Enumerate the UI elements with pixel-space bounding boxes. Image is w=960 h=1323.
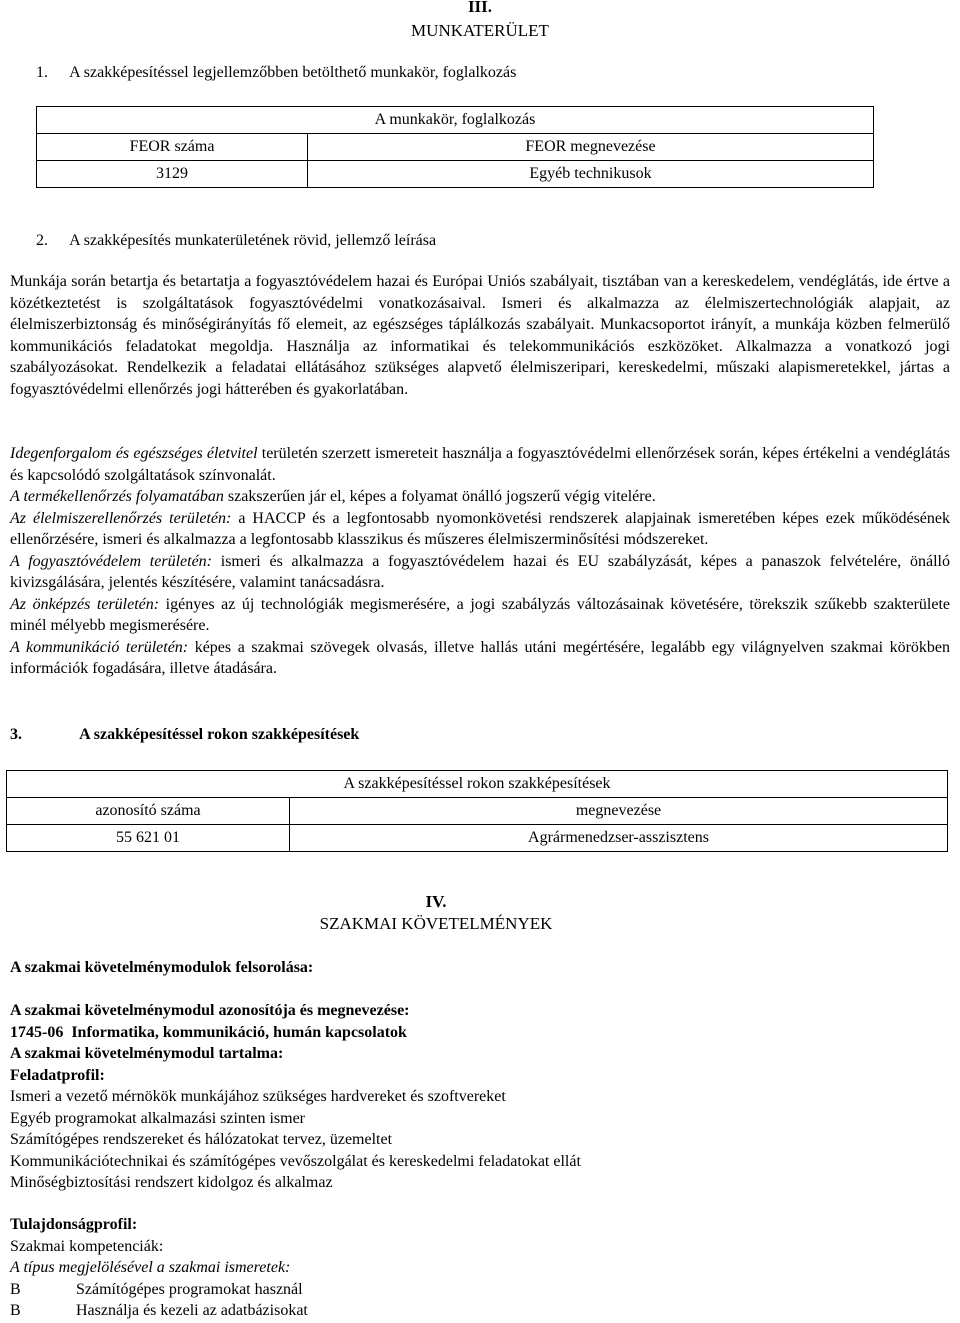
section-2-number: 2. — [36, 232, 48, 249]
list-item: Egyéb programokat alkalmazási szinten ismer — [10, 1109, 306, 1127]
chapter-4-heading — [10, 891, 862, 934]
list-item — [10, 594, 950, 637]
competences-label: Szakmai kompetenciák: — [10, 1237, 164, 1255]
occupation-feor-name: Egyéb technikusok — [308, 161, 874, 188]
module-id: 1745-06 — [10, 1023, 64, 1041]
competence-lead: A termékellenőrzés folyamatában — [10, 488, 224, 505]
module-title — [10, 1022, 950, 1044]
section-1-heading — [10, 62, 516, 84]
knowledge-text: Számítógépes programokat használ — [76, 1280, 303, 1298]
list-item: Minőségbiztosítási rendszert kidolgoz és alkalmaz — [10, 1174, 333, 1191]
chapter-3-heading — [10, 0, 950, 41]
list-item: Ismeri a vezető mérnökök munkájához szükséges hardvereket és szoftvereket — [10, 1088, 506, 1105]
knowledge-text: Használja és kezeli az adatbázisokat — [76, 1302, 308, 1319]
occupation-table-caption: A munkakör, foglalkozás — [37, 107, 874, 134]
knowledge-type: B — [10, 1302, 21, 1319]
table-row — [37, 161, 874, 188]
list-item: Kommunikációtechnikai és számítógépes vevőszolgálat és kereskedelmi feladatokat ellát — [10, 1152, 581, 1170]
section-2-description: Munkája során betartja és betartatja a fogyasztóvédelem hazai és Európai Uniós szabályait, tisztában van a kereskedelem, vendéglátás, ide értve a közétkeztetést is szolgáltatások fogyasztóvédelmi vonatkozásaival. Ismeri és alkalmazza az élelmiszertechnológiák alapjait, az élelmiszerbiztonság és minőségirányítás fő elemeit, az egészséges táplálkozás szabályait. Munkacsoportot irányít, a munkája közben felmerülő kommunikációs feladatokat megoldja. Használja az informatikai és telekommunikációs eszközöket. Alkalmazza a vonatkozó jogi szabályozásokat. Rendelkezik a feladatai ellátásához szükséges alapvető élelmiszeripari, kereskedelmi, műszaki alapismeretekkel, jártas a fogyasztóvédelmi ellenőrzés jogi hátterében és gyakorlatában. — [10, 273, 950, 398]
property-profile — [10, 1214, 950, 1322]
module-name: Informatika, kommunikáció, humán kapcsolatok — [71, 1023, 407, 1041]
competence-text: területén szerzett ismereteit használja a fogyasztóvédelmi ellenőrzések során, képes értékelni a vendéglátás és kapcsolódó szolgáltatások színvonalát. — [10, 445, 950, 484]
section-1-number: 1. — [36, 64, 48, 81]
table-row — [7, 825, 948, 852]
chapter-4-roman: IV. — [425, 892, 447, 911]
occupation-table-header-feor-name: FEOR megnevezése — [308, 134, 874, 161]
section-2-heading — [10, 230, 436, 252]
competence-lead: Idegenforgalom és egészséges életvitel — [10, 445, 258, 462]
related-qualifications-table — [6, 770, 948, 852]
list-item — [10, 486, 950, 508]
section-3-heading — [10, 724, 359, 746]
section-2-competence-list — [10, 443, 950, 680]
modules-list-label: A szakmai követelménymodulok felsorolása: — [10, 959, 314, 976]
occupation-table-header-feor-number: FEOR száma — [37, 134, 308, 161]
knowledge-type-label: A típus megjelölésével a szakmai ismeretek: — [10, 1259, 291, 1276]
section-3-title: A szakképesítéssel rokon szakképesítések — [79, 726, 360, 743]
section-3-number: 3. — [10, 726, 22, 743]
task-profile-label: Feladatprofil: — [10, 1066, 105, 1084]
chapter-3-title: MUNKATERÜLET — [411, 21, 549, 40]
chapter-4-title: SZAKMAI KÖVETELMÉNYEK — [319, 914, 553, 933]
related-qualification-id: 55 621 01 — [7, 825, 290, 852]
competence-lead: Az élelmiszerellenőrzés területén: — [10, 509, 232, 527]
occupation-feor-number: 3129 — [37, 161, 308, 188]
competence-lead: Az önképzés területén: — [10, 595, 160, 613]
module-block — [10, 1000, 950, 1194]
list-item — [10, 1279, 950, 1301]
module-id-label: A szakmai követelménymodul azonosítója és megnevezése: — [10, 1002, 410, 1019]
task-list — [10, 1086, 950, 1194]
related-qualification-name: Agrármenedzser-asszisztens — [290, 825, 948, 852]
competence-lead: A fogyasztóvédelem területén: — [10, 552, 213, 570]
competence-text: szakszerűen jár el, képes a folyamat önálló jogszerű végig vitelére. — [223, 488, 656, 505]
list-item — [10, 551, 950, 594]
competence-lead: A kommunikáció területén: — [10, 638, 189, 656]
competence-text: ismeri és alkalmazza a fogyasztóvédelem hazai és EU szabályzását, képes a panaszok felvételére, önálló kivizsgálására, jelentés készítésére, valamint tanácsadásra. — [10, 552, 951, 591]
competence-text: a HACCP és a legfontosabb nyomonkövetési rendszerek alapjainak ismeretében képes ezek működésének ellenőrzésére, ismeri és alkalmazza a legfontosabb klasszikus és műszeres élelmiszerminősítési módszereket. — [10, 509, 950, 548]
related-qualifications-caption: A szakképesítéssel rokon szakképesítések — [7, 771, 948, 798]
related-qualifications-header-name: megnevezése — [290, 798, 948, 825]
list-item — [10, 637, 950, 680]
competence-text: képes a szakmai szövegek olvasás, illetve hallás utáni megértésére, legalább egy világnyelven szakmai körökben információk fogadására, illetve átadására. — [10, 638, 951, 677]
list-item — [10, 1300, 950, 1322]
knowledge-type: B — [10, 1280, 21, 1298]
module-content-label: A szakmai követelménymodul tartalma: — [10, 1045, 284, 1062]
chapter-3-roman: III. — [467, 0, 493, 16]
occupation-table — [36, 106, 874, 188]
list-item — [10, 443, 950, 486]
list-item: Számítógépes rendszereket és hálózatokat tervez, üzemeltet — [10, 1131, 393, 1148]
section-1-title: A szakképesítéssel legjellemzőbben betölthető munkakör, foglalkozás — [69, 64, 517, 81]
competence-text: igényes az új technológiák megismerésére, a jogi szabályzás változásainak követésére, törekszik szűkebb szakterülete minél mélyebb megismerésére. — [10, 595, 951, 634]
property-profile-label: Tulajdonságprofil: — [10, 1216, 138, 1233]
section-2-title: A szakképesítés munkaterületének rövid, jellemző leírása — [69, 232, 437, 249]
related-qualifications-header-id: azonosító száma — [7, 798, 290, 825]
list-item — [10, 508, 950, 551]
